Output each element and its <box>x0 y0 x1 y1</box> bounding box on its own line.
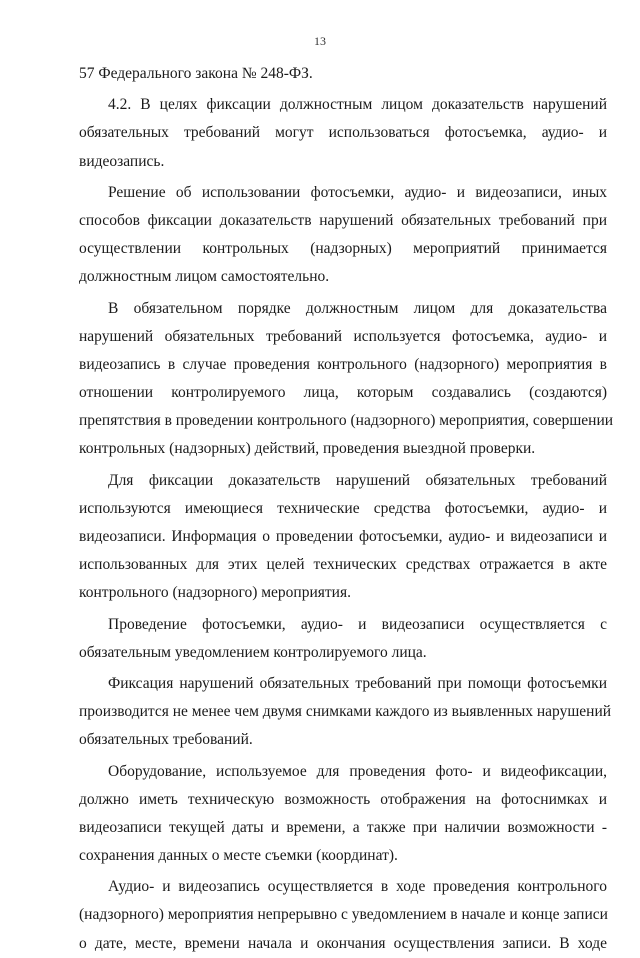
text-line: способов фиксации доказательств нарушений обязательных требований при <box>79 211 607 229</box>
text-line: контрольных (надзорных) действий, проведения выездной проверки. <box>79 440 536 458</box>
text-line: использованных для этих целей технических средствах отражается в акте <box>79 556 607 574</box>
text-line: 4.2. В целях фиксации должностным лицом доказательств нарушений <box>108 96 607 114</box>
text-line: производится не менее чем двумя снимками каждого из выявленных нарушений <box>79 703 612 721</box>
text-line: видеозапись. <box>79 152 165 170</box>
text-line: о дате, месте, времени начала и окончания осуществления записи. В ходе <box>79 934 607 952</box>
text-line: обязательным уведомлением контролируемого лица. <box>79 643 427 661</box>
document-body <box>79 60 614 958</box>
text-line: 57 Федерального закона № 248-ФЗ. <box>79 65 313 82</box>
text-line: Решение об использовании фотосъемки, аудио- и видеозаписи, иных <box>108 183 607 201</box>
text-line: используются имеющиеся технические средства фотосъемки, аудио- и <box>79 499 607 517</box>
text-line: Проведение фотосъемки, аудио- и видеозаписи осуществляется с <box>108 615 607 633</box>
text-line: должно иметь техническую возможность отображения на фотоснимках и <box>79 790 607 808</box>
text-line: обязательных требований могут использоваться фотосъемка, аудио- и <box>79 124 607 142</box>
text-line: препятствия в проведении контрольного (надзорного) мероприятия, совершении <box>79 412 614 430</box>
text-line: должностным лицом самостоятельно. <box>79 268 330 286</box>
text-line: видеозапись в случае проведения контрольного (надзорного) мероприятия в <box>79 355 607 373</box>
text-line: контрольного (надзорного) мероприятия. <box>79 584 351 602</box>
text-line: Для фиксации доказательств нарушений обязательных требований <box>108 471 607 489</box>
text-line: Оборудование, используемое для проведения фото- и видеофиксации, <box>108 762 607 780</box>
text-line: отношении контролируемого лица, которым создавались (создаются) <box>79 384 607 402</box>
page-number: 13 <box>314 34 326 48</box>
text-line: сохранения данных о месте съемки (координат). <box>79 847 398 865</box>
text-line: нарушений обязательных требований используется фотосъемка, аудио- и <box>79 327 607 345</box>
text-line: В обязательном порядке должностным лицом для доказательства <box>108 299 607 317</box>
text-line: видеозаписи текущей даты и времени, а также при наличии возможности - <box>79 818 607 836</box>
text-line: (надзорного) мероприятия непрерывно с уведомлением в начале и конце записи <box>79 906 608 924</box>
text-line: обязательных требований. <box>79 731 253 749</box>
text-line: осуществлении контрольных (надзорных) мероприятий принимается <box>79 240 607 258</box>
text-line: Аудио- и видеозапись осуществляется в ходе проведения контрольного <box>108 878 607 896</box>
text-line: видеозаписи. Информация о проведении фотосъемки, аудио- и видеозаписи и <box>79 528 607 545</box>
text-line: Фиксация нарушений обязательных требований при помощи фотосъемки <box>108 674 607 692</box>
